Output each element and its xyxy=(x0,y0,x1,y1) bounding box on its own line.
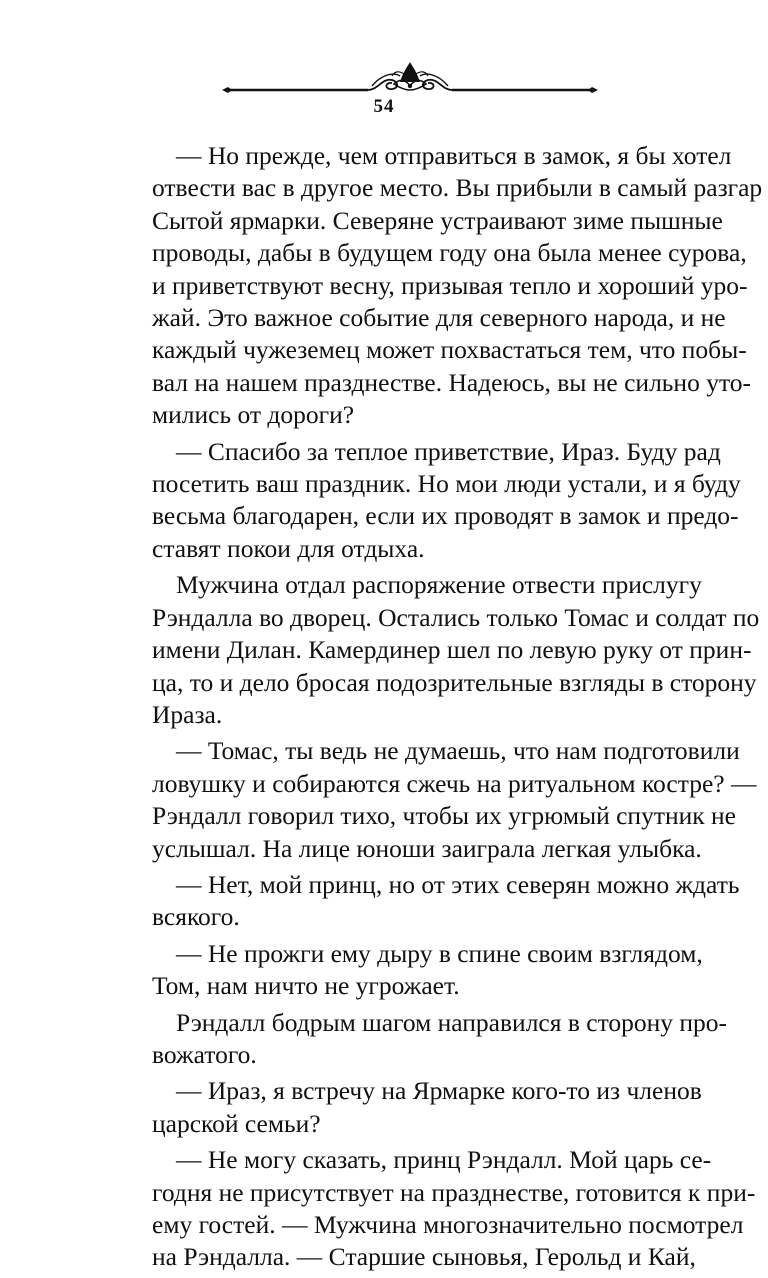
text-line: — Томас, ты ведь не думаешь, что нам подготовили xyxy=(176,736,740,766)
text-line: Ираза. xyxy=(152,699,223,729)
text-line: имени Дилан. Камердинер шел по левую руку от прин- xyxy=(152,635,752,665)
paragraph xyxy=(152,735,757,865)
flourish-divider-icon xyxy=(222,60,598,96)
text-line: годня не присутствует на празднестве, готовится к при- xyxy=(152,1177,756,1207)
text-line: — Не прожги ему дыру в спине своим взглядом, xyxy=(176,938,703,968)
text-line: ца, то и дело бросая подозрительные взгляды в сторону xyxy=(152,667,757,697)
paragraph xyxy=(152,569,760,731)
text-line: — Не могу сказать, принц Рэндалл. Мой царь се- xyxy=(176,1145,712,1175)
paragraph xyxy=(152,1007,728,1072)
text-line: отвести вас в другое место. Вы прибыли в самый разгар xyxy=(152,173,763,203)
text-body xyxy=(152,140,763,1278)
text-line: посетить ваш праздник. Но мои люди устали, и я буду xyxy=(152,469,741,499)
text-line: — Но прежде, чем отправиться в замок, я бы хотел xyxy=(176,141,732,170)
text-line: Сытой ярмарки. Северяне устраивают зиме пышные xyxy=(152,205,723,235)
paragraph xyxy=(152,140,763,432)
text-line: весьма благодарен, если их проводят в замок и предо- xyxy=(152,501,739,531)
paragraph xyxy=(152,1075,702,1140)
text-line: вал на нашем празднестве. Надеюсь, вы не сильно уто- xyxy=(152,367,751,397)
paragraph xyxy=(152,1144,756,1274)
page-number: 54 xyxy=(373,96,395,117)
text-line: мились от дороги? xyxy=(152,400,355,430)
text-line: ловушку и собираются сжечь на ритуальном костре? — xyxy=(152,768,757,798)
text-line: жай. Это важное событие для северного народа, и не xyxy=(152,303,726,333)
text-line: Рэндалла во дворец. Остались только Томас и солдат по xyxy=(152,602,760,632)
text-line: услышал. На лице юноши заиграла легкая улыбка. xyxy=(152,833,702,863)
paragraph xyxy=(152,938,703,1003)
text-line: — Ираз, я встречу на Ярмарке кого-то из членов xyxy=(176,1076,702,1106)
text-line: царской семьи? xyxy=(152,1108,321,1138)
text-line: вожатого. xyxy=(152,1039,257,1069)
text-line: проводы, дабы в будущем году она была менее сурова, xyxy=(152,238,747,268)
text-line: Рэндалл говорил тихо, чтобы их угрюмый спутник не xyxy=(152,801,736,831)
page-header xyxy=(0,60,768,100)
paragraph xyxy=(152,436,741,566)
text-line: — Спасибо за теплое приветствие, Ираз. Буду рад xyxy=(176,436,721,466)
text-line: всякого. xyxy=(152,902,240,932)
text-line: на Рэндалла. — Старшие сыновья, Герольд и Кай, xyxy=(152,1242,696,1272)
text-line: и приветствуют весну, призывая тепло и хороший уро- xyxy=(152,270,748,300)
text-line: — Нет, мой принц, но от этих северян можно ждать xyxy=(176,869,740,899)
text-line: Мужчина отдал распоряжение отвести прислугу xyxy=(176,570,702,600)
text-line: Рэндалл бодрым шагом направился в сторону про- xyxy=(176,1007,728,1037)
text-line: ему гостей. — Мужчина многозначительно посмотрел xyxy=(152,1210,744,1239)
text-line: ставят покои для отдыха. xyxy=(152,533,425,563)
paragraph xyxy=(152,869,740,934)
text-line: Том, нам ничто не угрожает. xyxy=(152,971,460,1001)
text-line: каждый чужеземец может похвастаться тем, что побы- xyxy=(152,335,747,365)
